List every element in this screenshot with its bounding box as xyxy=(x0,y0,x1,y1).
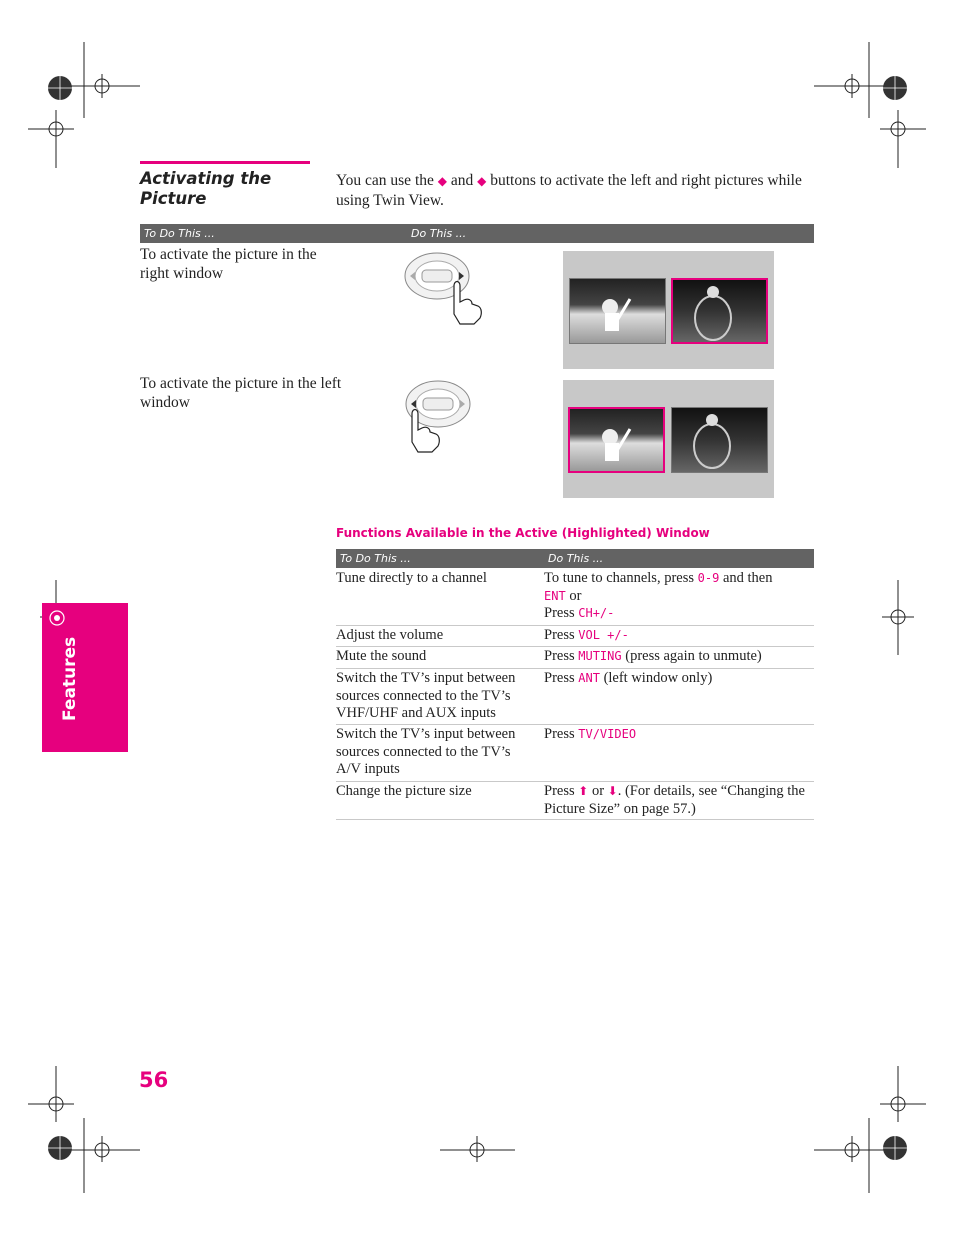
intro-part2: buttons to activate the left and right pictures while using Twin View. xyxy=(336,172,802,209)
functions-header-col1: To Do This ... xyxy=(340,552,411,565)
features-side-tab xyxy=(42,603,128,752)
left-picture-batter-active xyxy=(568,407,665,473)
remote-right-button-icon xyxy=(402,250,484,326)
intro-and: and xyxy=(450,172,474,189)
remote-left-button-icon xyxy=(402,380,484,456)
crosshair-icon xyxy=(47,608,67,628)
function-task: Adjust the volume xyxy=(336,627,444,643)
function-row-picture-size xyxy=(336,781,814,820)
task-left-window: To activate the picture in the left window xyxy=(140,375,342,411)
key-ch: CH+/- xyxy=(578,606,615,620)
function-task: Switch the TV’s input between sources connected to the TV’s VHF/UHF and AUX inputs xyxy=(336,670,516,721)
key-0-9: 0-9 xyxy=(697,571,720,585)
function-action: Press VOL +/- xyxy=(544,627,629,643)
function-task: Change the picture size xyxy=(336,783,472,799)
down-arrow-icon: ⬇ xyxy=(607,784,618,798)
function-row-tune xyxy=(336,568,814,626)
function-row-ant xyxy=(336,668,814,725)
up-arrow-icon: ⬆ xyxy=(578,784,589,798)
features-label: Features xyxy=(60,636,80,721)
left-picture-batter xyxy=(569,278,666,344)
functions-header-col2: Do This ... xyxy=(548,552,604,565)
key-ant: ANT xyxy=(578,671,600,685)
key-muting: MUTING xyxy=(578,649,622,663)
intro-part1: You can use the xyxy=(336,172,434,189)
function-action: Press ANT (left window only) xyxy=(544,670,713,686)
functions-header xyxy=(336,549,814,568)
function-task: Tune directly to a channel xyxy=(336,570,487,586)
function-row-mute xyxy=(336,646,814,669)
right-arrow-icon: ◆ xyxy=(477,174,487,188)
twin-view-screen-left-active xyxy=(563,380,774,498)
table1-header xyxy=(140,224,814,243)
table1-header-col1: To Do This ... xyxy=(144,227,215,240)
function-task: Mute the sound xyxy=(336,648,427,664)
right-picture-tennis xyxy=(671,407,768,473)
function-task: Switch the TV’s input between sources connected to the TV’s A/V inputs xyxy=(336,726,516,777)
task-right-window: To activate the picture in the right window xyxy=(140,246,317,282)
table1-header-col2: Do This ... xyxy=(411,227,467,240)
twin-view-screen-right-active xyxy=(563,251,774,369)
function-action: Press ⬆ or ⬇. (For details, see “Changing the Picture Size” on page 57.) xyxy=(544,783,805,817)
page-number: 56 xyxy=(139,1068,169,1092)
function-row-volume xyxy=(336,625,814,647)
key-vol: VOL +/- xyxy=(578,628,629,642)
intro-text xyxy=(336,171,816,210)
key-tv-video: TV/VIDEO xyxy=(578,727,637,741)
function-action: Press MUTING (press again to unmute) xyxy=(544,648,762,664)
functions-title: Functions Available in the Active (Highlighted) Window xyxy=(336,526,710,540)
function-action: Press TV/VIDEO xyxy=(544,726,637,742)
section-title: Activating the Picture xyxy=(140,169,272,208)
function-action: To tune to channels, press 0-9 and then ENT or Press CH+/- xyxy=(544,570,773,621)
function-row-tv-video xyxy=(336,724,814,782)
key-ent: ENT xyxy=(544,588,566,603)
left-arrow-icon: ◆ xyxy=(437,174,447,188)
section-rule xyxy=(140,161,310,164)
right-picture-tennis-active xyxy=(671,278,768,344)
